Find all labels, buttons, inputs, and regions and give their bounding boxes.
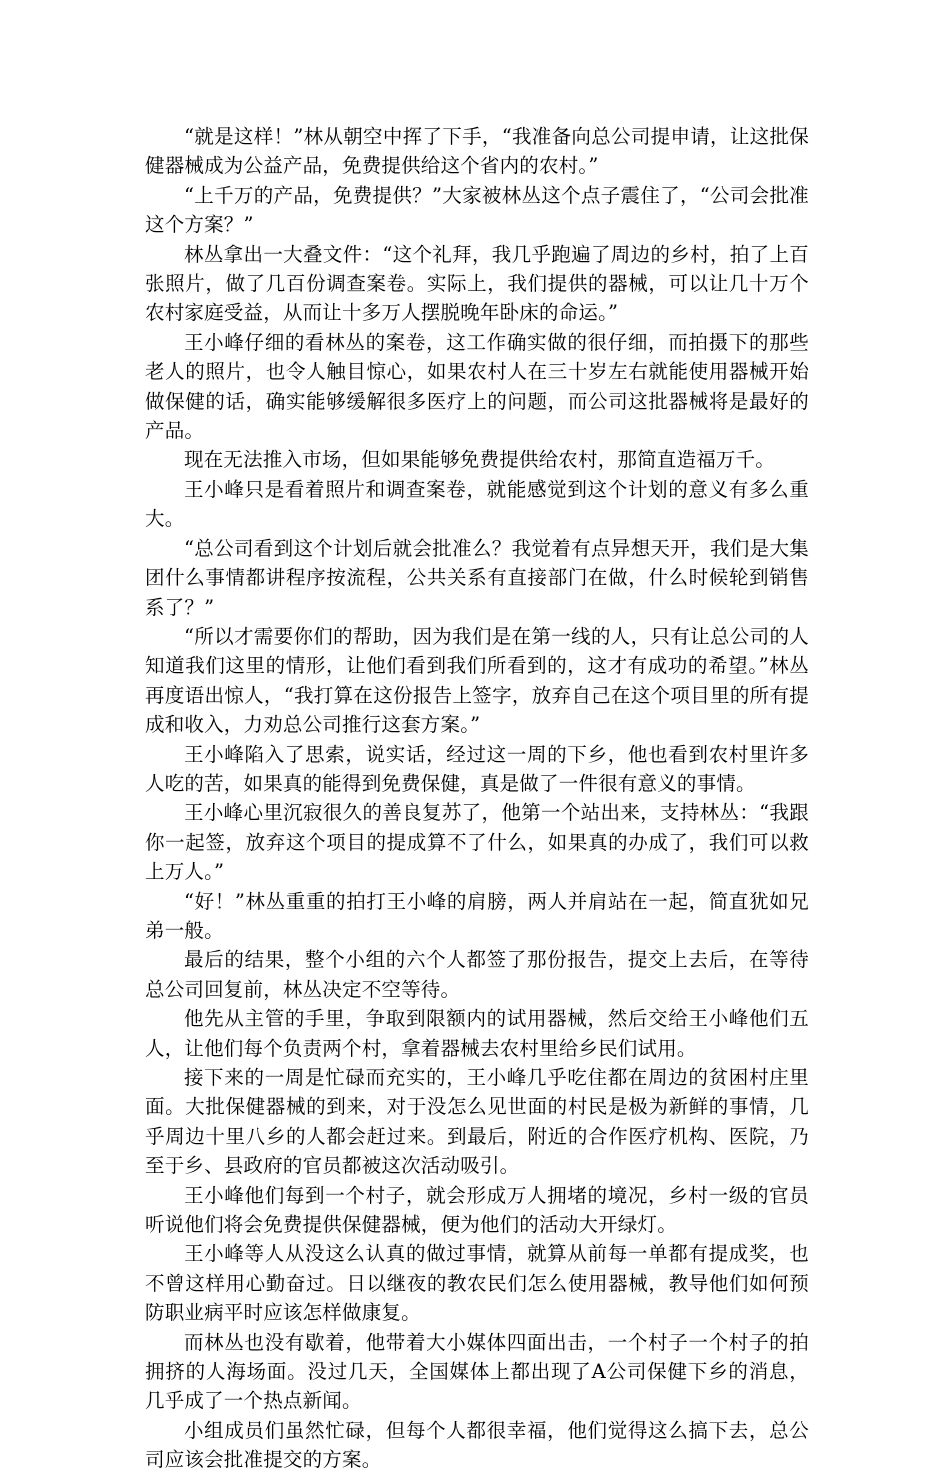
paragraph-16: 王小峰等人从没这么认真的做过事情，就算从前每一单都有提成奖，也不曾这样用心勤奋过。日以继夜的教农民们怎么使用器械，教导他们如何预防职业病平时应该怎样做康复。 [145, 1242, 809, 1325]
paragraph-1: “就是这样！”林从朝空中挥了下手，“我准备向总公司提申请，让这批保健器械成为公益产品，免费提供给这个省内的农村。” [145, 125, 809, 178]
paragraph-13: 他先从主管的手里，争取到限额内的试用器械，然后交给王小峰他们五人，让他们每个负责两个村，拿着器械去农村里给乡民们试用。 [145, 1007, 809, 1060]
paragraph-3: 林丛拿出一大叠文件：“这个礼拜，我几乎跑遍了周边的乡村，拍了上百张照片，做了几百份调查案卷。实际上，我们提供的器械，可以让几十万个农村家庭受益，从而让十多万人摆脱晚年卧床的命运。” [145, 242, 809, 325]
document-page [145, 122, 809, 1475]
paragraph-12: 最后的结果，整个小组的六个人都签了那份报告，提交上去后，在等待总公司回复前，林丛决定不空等待。 [145, 948, 809, 1001]
paragraph-17: 而林丛也没有歇着，他带着大小媒体四面出击，一个村子一个村子的拍拥挤的人海场面。没过几天，全国媒体上都出现了A公司保健下乡的消息，几乎成了一个热点新闻。 [145, 1330, 809, 1413]
paragraph-11: “好！”林丛重重的拍打王小峰的肩膀，两人并肩站在一起，简直犹如兄弟一般。 [145, 889, 809, 942]
paragraph-4: 王小峰仔细的看林丛的案卷，这工作确实做的很仔细，而拍摄下的那些老人的照片，也令人触目惊心，如果农村人在三十岁左右就能使用器械开始做保健的话，确实能够缓解很多医疗上的问题，而公司这批器械将是最好的产品。 [145, 330, 809, 443]
paragraph-7: “总公司看到这个计划后就会批准么？我觉着有点异想天开，我们是大集团什么事情都讲程序按流程，公共关系有直接部门在做，什么时候轮到销售系了？” [145, 536, 809, 619]
paragraph-18: 小组成员们虽然忙碌，但每个人都很幸福，他们觉得这么搞下去，总公司应该会批准提交的方案。 [145, 1418, 809, 1472]
paragraph-5: 现在无法推入市场，但如果能够免费提供给农村，那简直造福万千。 [184, 448, 776, 472]
paragraph-10: 王小峰心里沉寂很久的善良复苏了，他第一个站出来，支持林丛：“我跟你一起签，放弃这个项目的提成算不了什么，如果真的办成了，我们可以救上万人。” [145, 801, 809, 884]
paragraph-9: 王小峰陷入了思索，说实话，经过这一周的下乡，他也看到农村里许多人吃的苦，如果真的能得到免费保健，真是做了一件很有意义的事情。 [145, 742, 809, 795]
paragraph-2: “上千万的产品，免费提供？”大家被林丛这个点子震住了，“公司会批准这个方案？” [145, 183, 809, 237]
paragraph-14: 接下来的一周是忙碌而充实的，王小峰几乎吃住都在周边的贫困村庄里面。大批保健器械的到来，对于没怎么见世面的村民是极为新鲜的事情，几乎周边十里八乡的人都会赶过来。到最后，附近的合作医疗机构、医院，乃至于乡、县政府的官员都被这次活动吸引。 [145, 1066, 809, 1178]
paragraph-8: “所以才需要你们的帮助，因为我们是在第一线的人，只有让总公司的人知道我们这里的情形，让他们看到我们所看到的，这才有成功的希望。”林丛再度语出惊人，“我打算在这份报告上签字，放弃自己在这个项目里的所有提成和收入，力劝总公司推行这套方案。” [145, 624, 809, 737]
paragraph-6: 王小峰只是看着照片和调查案卷，就能感觉到这个计划的意义有多么重大。 [145, 477, 809, 531]
paragraph-15: 王小峰他们每到一个村子，就会形成万人拥堵的境况，乡村一级的官员听说他们将会免费提供保健器械，便为他们的活动大开绿灯。 [145, 1183, 809, 1237]
